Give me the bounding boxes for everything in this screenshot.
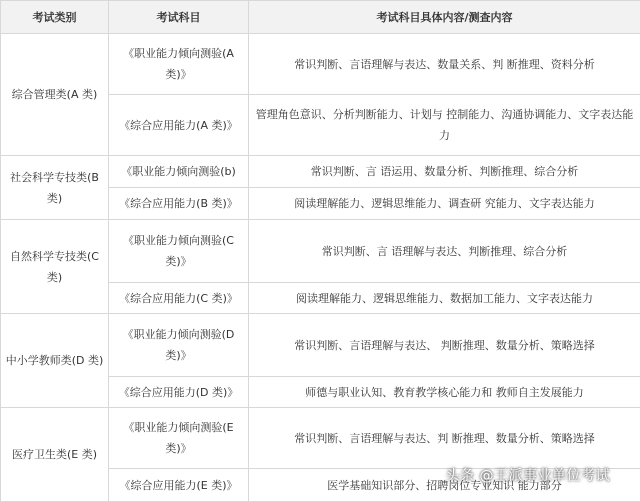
watermark: 头条 @王派事业单位考试 xyxy=(446,465,610,485)
subject-cell: 《综合应用能力(B 类)》 xyxy=(109,188,249,220)
content-cell: 常识判断、言语理解与表达、数量关系、判 断推理、资料分析 xyxy=(249,34,640,95)
content-cell: 常识判断、言 语运用、数量分析、判断推理、综合分析 xyxy=(249,156,640,188)
content-cell: 阅读理解能力、逻辑思维能力、数据加工能力、文字表达能力 xyxy=(249,283,640,314)
table-row xyxy=(1,314,640,377)
table-row xyxy=(1,34,640,95)
category-cell: 自然科学专技类(C 类) xyxy=(1,220,109,314)
content-cell: 医学基础知识部分、招聘岗位专业知识 能力部分 xyxy=(249,469,640,502)
header-category: 考试类别 xyxy=(1,1,109,34)
category-cell: 社会科学专技类(B 类) xyxy=(1,156,109,220)
header-row xyxy=(1,1,640,34)
subject-cell: 《职业能力倾向测验(C 类)》 xyxy=(109,220,249,283)
subject-cell: 《综合应用能力(D 类)》 xyxy=(109,377,249,408)
content-cell: 管理角色意识、分析判断能力、计划与 控制能力、沟通协调能力、文字表达能力 xyxy=(249,95,640,156)
subject-cell: 《综合应用能力(E 类)》 xyxy=(109,469,249,502)
category-cell: 医疗卫生类(E 类) xyxy=(1,408,109,502)
category-cell: 综合管理类(A 类) xyxy=(1,34,109,156)
table-row xyxy=(1,220,640,283)
header-subject: 考试科目 xyxy=(109,1,249,34)
content-cell: 常识判断、言语理解与表达、 判断推理、数量分析、策略选择 xyxy=(249,314,640,377)
subject-cell: 《职业能力倾向测验(E 类)》 xyxy=(109,408,249,469)
subject-cell: 《职业能力倾向测验(A 类)》 xyxy=(109,34,249,95)
table-row xyxy=(1,156,640,188)
table-row xyxy=(1,408,640,469)
category-cell: 中小学教师类(D 类) xyxy=(1,314,109,408)
content-cell: 常识判断、言 语理解与表达、判断推理、综合分析 xyxy=(249,220,640,283)
header-content: 考试科目具体内容/测查内容 xyxy=(249,1,640,34)
subject-cell: 《综合应用能力(C 类)》 xyxy=(109,283,249,314)
subject-cell: 《职业能力倾向测验(b) xyxy=(109,156,249,188)
subject-cell: 《综合应用能力(A 类)》 xyxy=(109,95,249,156)
content-cell: 阅读理解能力、逻辑思维能力、调查研 究能力、文字表达能力 xyxy=(249,188,640,220)
content-cell: 常识判断、言语理解与表达、判 断推理、数量分析、策略选择 xyxy=(249,408,640,469)
subject-cell: 《职业能力倾向测验(D 类)》 xyxy=(109,314,249,377)
content-cell: 师德与职业认知、教育教学核心能力和 教师自主发展能力 xyxy=(249,377,640,408)
